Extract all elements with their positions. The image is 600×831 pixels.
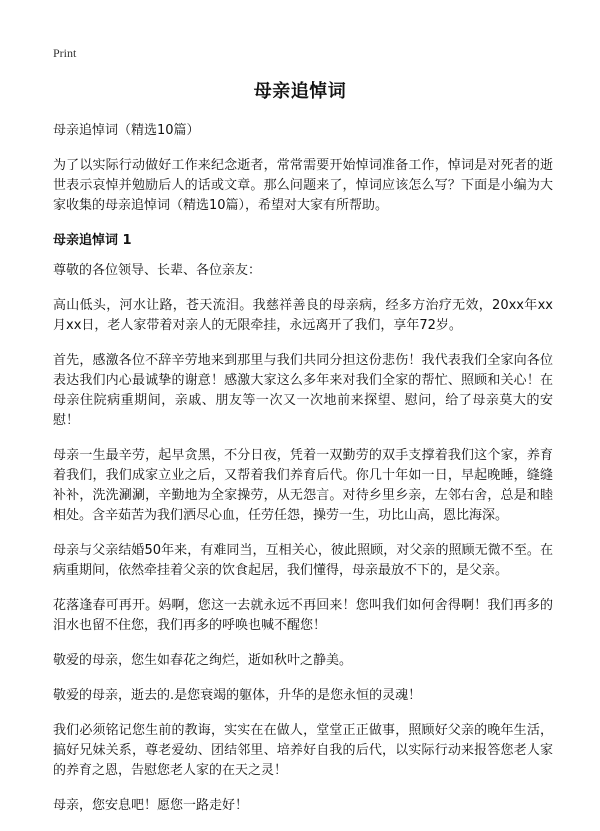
document-subtitle: 母亲追悼词（精选10篇） <box>53 123 200 138</box>
document-body <box>53 121 553 831</box>
body-paragraph: 高山低头，河水让路，苍天流泪。我慈祥善良的母亲病，经多方治疗无效，20xx年xx月xx日，老人家带着对亲人的无限牵挂，永远离开了我们，享年72岁。 <box>53 298 553 333</box>
section-heading: 母亲追悼词 1 <box>53 233 132 248</box>
body-paragraph: 我们必须铭记您生前的教诲，实实在在做人，堂堂正正做事，照顾好父亲的晚年生活，搞好兄妹关系，尊老爱幼、团结邻里、培养好自我的后代，以实际行动来报答您老人家的养育之恩，告慰您老人家的在天之灵！ <box>53 723 553 778</box>
salutation: 尊敬的各位领导、长辈、各位亲友： <box>53 263 262 278</box>
body-paragraph: 花落逢春可再开。妈啊，您这一去就永远不再回来！您叫我们如何舍得啊！我们再多的泪水也留不住您，我们再多的呼唤也喊不醒您！ <box>53 598 553 633</box>
body-paragraph: 母亲一生最辛劳，起早贪黑，不分日夜，凭着一双勤劳的双手支撑着我们这个家，养育着我们，我们成家立业之后，又帮着我们养育后代。你几十年如一日，早起晚睡，缝缝补补，洗洗涮涮，辛勤地为全家操劳，从无怨言。对待乡里乡亲，左邻右舍，总是和睦相处。含辛茹苦为我们洒尽心血，任劳任怨，操劳一生，功比山高，恩比海深。 <box>53 448 553 523</box>
body-paragraph: 首先，感激各位不辞辛劳地来到那里与我们共同分担这份悲伤！我代表我们全家向各位表达我们内心最诚挚的谢意！感激大家这么多年来对我们全家的帮忙、照顾和关心！在母亲住院病重期间，亲戚、朋友等一次又一次地前来探望、慰问，给了母亲莫大的安慰！ <box>53 353 553 428</box>
closing-paragraph: 母亲，您安息吧！愿您一路走好！ <box>53 798 249 813</box>
body-paragraph: 敬爱的母亲，逝去的.是您衰竭的躯体，升华的是您永恒的灵魂！ <box>53 688 422 703</box>
intro-paragraph: 为了以实际行动做好工作来纪念逝者，常常需要开始悼词准备工作，悼词是对死者的逝世表示哀悼并勉励后人的话或文章。那么问题来了，悼词应该怎么写？下面是小编为大家收集的母亲追悼词（精选10篇），希望对大家有所帮助。 <box>53 158 553 213</box>
document-title: 母亲追悼词 <box>253 81 347 102</box>
print-label: Print <box>53 46 77 60</box>
body-paragraph: 敬爱的母亲，您生如春花之绚烂，逝如秋叶之静美。 <box>53 653 353 668</box>
body-paragraph: 母亲与父亲结婚50年来，有难同当，互相关心，彼此照顾，对父亲的照顾无微不至。在病重期间，依然牵挂着父亲的饮食起居，我们懂得，母亲最放不下的，是父亲。 <box>53 543 553 578</box>
